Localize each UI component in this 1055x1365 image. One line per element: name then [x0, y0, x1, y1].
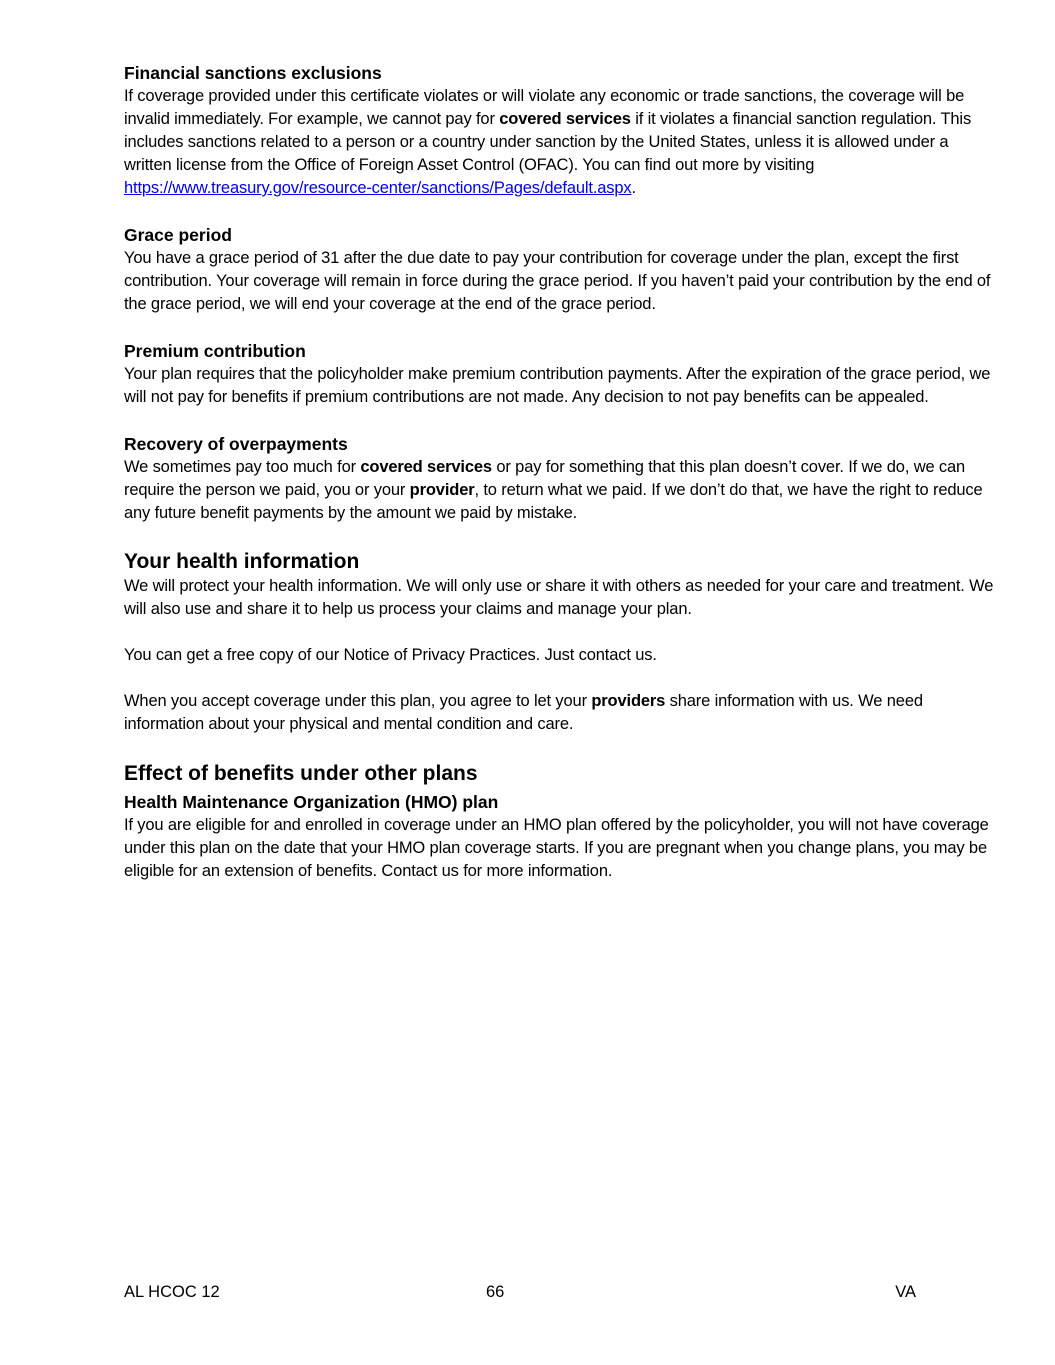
health-information-paragraph-1: We will protect your health information. We will only use or share it with others as needed for your care and treatment. We will also use and share it to help us process your claims and manage your plan. [124, 577, 994, 618]
premium-contribution-paragraph: Your plan requires that the policyholder make premium contribution payments. After the expiration of the grace period, we will not pay for benefits if premium contributions are not made. Any decision to not pay benefits can be appealed. [124, 365, 991, 406]
recovery-overpayments-paragraph: We sometimes pay too much for covered services or pay for something that this plan doesn’t cover. If we do, we can require the person we paid, you or your provider, to return what we paid. If we don’t do that, we have the right to reduce any future benefit payments by the amount we paid by mistake. [124, 458, 983, 522]
hmo-plan-subheading: Health Maintenance Organization (HMO) plan [124, 792, 499, 812]
covered-services-term: covered services [499, 110, 631, 128]
covered-services-term: covered services [360, 458, 492, 476]
premium-contribution-heading: Premium contribution [124, 341, 306, 361]
grace-period-heading: Grace period [124, 225, 232, 245]
grace-period-paragraph: You have a grace period of 31 after the due date to pay your contribution for coverage under the plan, except the first contribution. Your coverage will remain in force during the grace period. If you haven’t paid your contribution by the end of the grace period, we will end your coverage at the end of the grace period. [124, 249, 991, 313]
recovery-overpayments-heading: Recovery of overpayments [124, 434, 348, 454]
footer-page-number: 66 [486, 1283, 505, 1301]
footer-state-code: VA [895, 1283, 916, 1301]
financial-sanctions-heading: Financial sanctions exclusions [124, 63, 382, 83]
page-footer [124, 1280, 916, 1304]
treasury-sanctions-link[interactable]: https://www.treasury.gov/resource-center/sanctions/Pages/default.aspx [124, 179, 632, 197]
footer-form-code: AL HCOC 12 [124, 1283, 220, 1301]
health-information-paragraph-3: When you accept coverage under this plan, you agree to let your providers share information with us. We need information about your physical and mental condition and care. [124, 692, 923, 733]
health-information-heading: Your health information [124, 550, 360, 573]
other-plans-heading: Effect of benefits under other plans [124, 762, 478, 785]
health-information-paragraph-2: You can get a free copy of our Notice of Privacy Practices. Just contact us. [124, 646, 657, 664]
hmo-plan-paragraph: If you are eligible for and enrolled in coverage under an HMO plan offered by the policyholder, you will not have coverage under this plan on the date that your HMO plan coverage starts. If you are pregnant when you change plans, you may be eligible for an extension of benefits. Contact us for more information. [124, 816, 989, 880]
financial-sanctions-paragraph: If coverage provided under this certificate violates or will violate any economic or trade sanctions, the coverage will be invalid immediately. For example, we cannot pay for covered services if it violates a financial sanction regulation. This includes sanctions related to a person or a country under sanction by the United States, unless it is allowed under a written license from the Office of Foreign Asset Control (OFAC). You can find out more by visiting https://www.treasury.gov/resource-center/sanctions/Pages/default.aspx. [124, 87, 972, 197]
document-body [124, 62, 999, 883]
provider-term: provider [409, 481, 475, 499]
providers-term: providers [591, 692, 666, 710]
